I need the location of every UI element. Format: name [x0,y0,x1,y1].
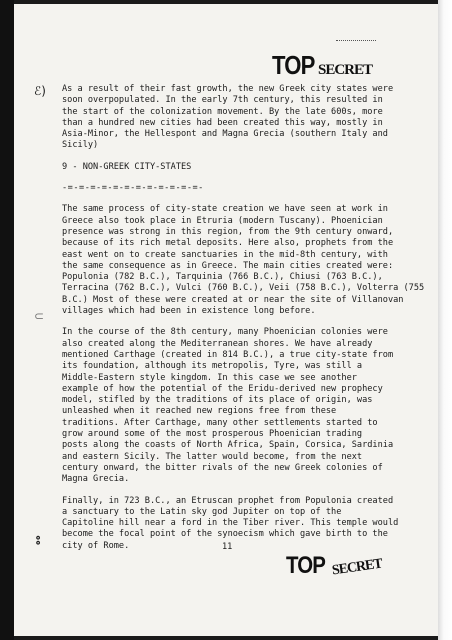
section-heading: 9 - NON-GREEK CITY-STATES [62,161,192,172]
page-number: 11 [222,542,233,552]
document-body [62,84,428,562]
document-page [14,4,438,636]
stamp-secret-header: SECRET [318,62,373,78]
scan-dots [336,40,376,43]
paragraph-phoenician: In the course of the 8th century, many Phoenician colonies were also created along the Mediterranean shores. We have already mentioned Carthage (created in 814 B.C.), a true city-state from its foundation, although its metropolis, Tyre, was still a Middle-Eastern style kingdom. In this case we see another example of how the potential of the Eridu-derived new prophecy model, stifled by the traditions of its place of origin, was unleashed when it reached new regions free from these traditions. After Carthage, many other settlements started to grow around some of the most prosperous Phoenician trading posts along the coasts of North Africa, Spain, Corsica, Sardinia and eastern Sicily. The latter would become, from the next century onward, the bitter rivals of the new Greek colonies of Magna Grecia. [62,327,394,485]
scan-left-edge [0,0,14,640]
stamp-top-word-header: TOP [272,50,315,80]
section-heading-rule: -=-=-=-=-=-=-=-=-=-=-=-=- [62,183,204,194]
paragraph-rome: Finally, in 723 B.C., an Etruscan prophet from Populonia created a sanctuary to the Latin sky god Jupiter on top of the Capitoline hill near a ford in the Tiber river. This temple would become the focal point of the synoecism which gave birth to the city of Rome. [62,495,399,551]
paragraph-colonization: As a result of their fast growth, the new Greek city states were soon overpopulated. In the early 7th century, this resulted in the start of the colonization movement. By the late 600s, more than a hundred new cities had been created this way, mostly in Asia-Minor, the Hellespont and Magna Grecia (southern Italy and Sicily) [62,84,394,151]
scan-right-edge [438,0,452,640]
hole-punch-icon: ⊂ [34,309,45,323]
margin-mark-icon: ℰ) [34,84,46,98]
stamp-top-word-footer: TOP [286,552,326,579]
binder-clip-icon: ⦂ [36,532,41,548]
stamp-secret-footer: SECRET [331,556,383,579]
paragraph-etruria: The same process of city-state creation we have seen at work in Greece also took place in Etruria (modern Tuscany). Phoenician presence was strong in this region, from the 9th century onward, because of its rich metal deposits. Here also, prophets from the east went on to create sanctuaries in the mid-8th century, with the same consequence as in Greece. The main cities created were: Populonia (782 B.C.), Tarquinia (766 B.C.), Chiusi (763 B.C.), Terracina (762 B.C.), Vulci (760 B.C.), Veii (758 B.C.), Volterra (755 B.C.) Most of these were created at or near the site of Villanovan villages which had been in existence long before. [62,204,425,317]
